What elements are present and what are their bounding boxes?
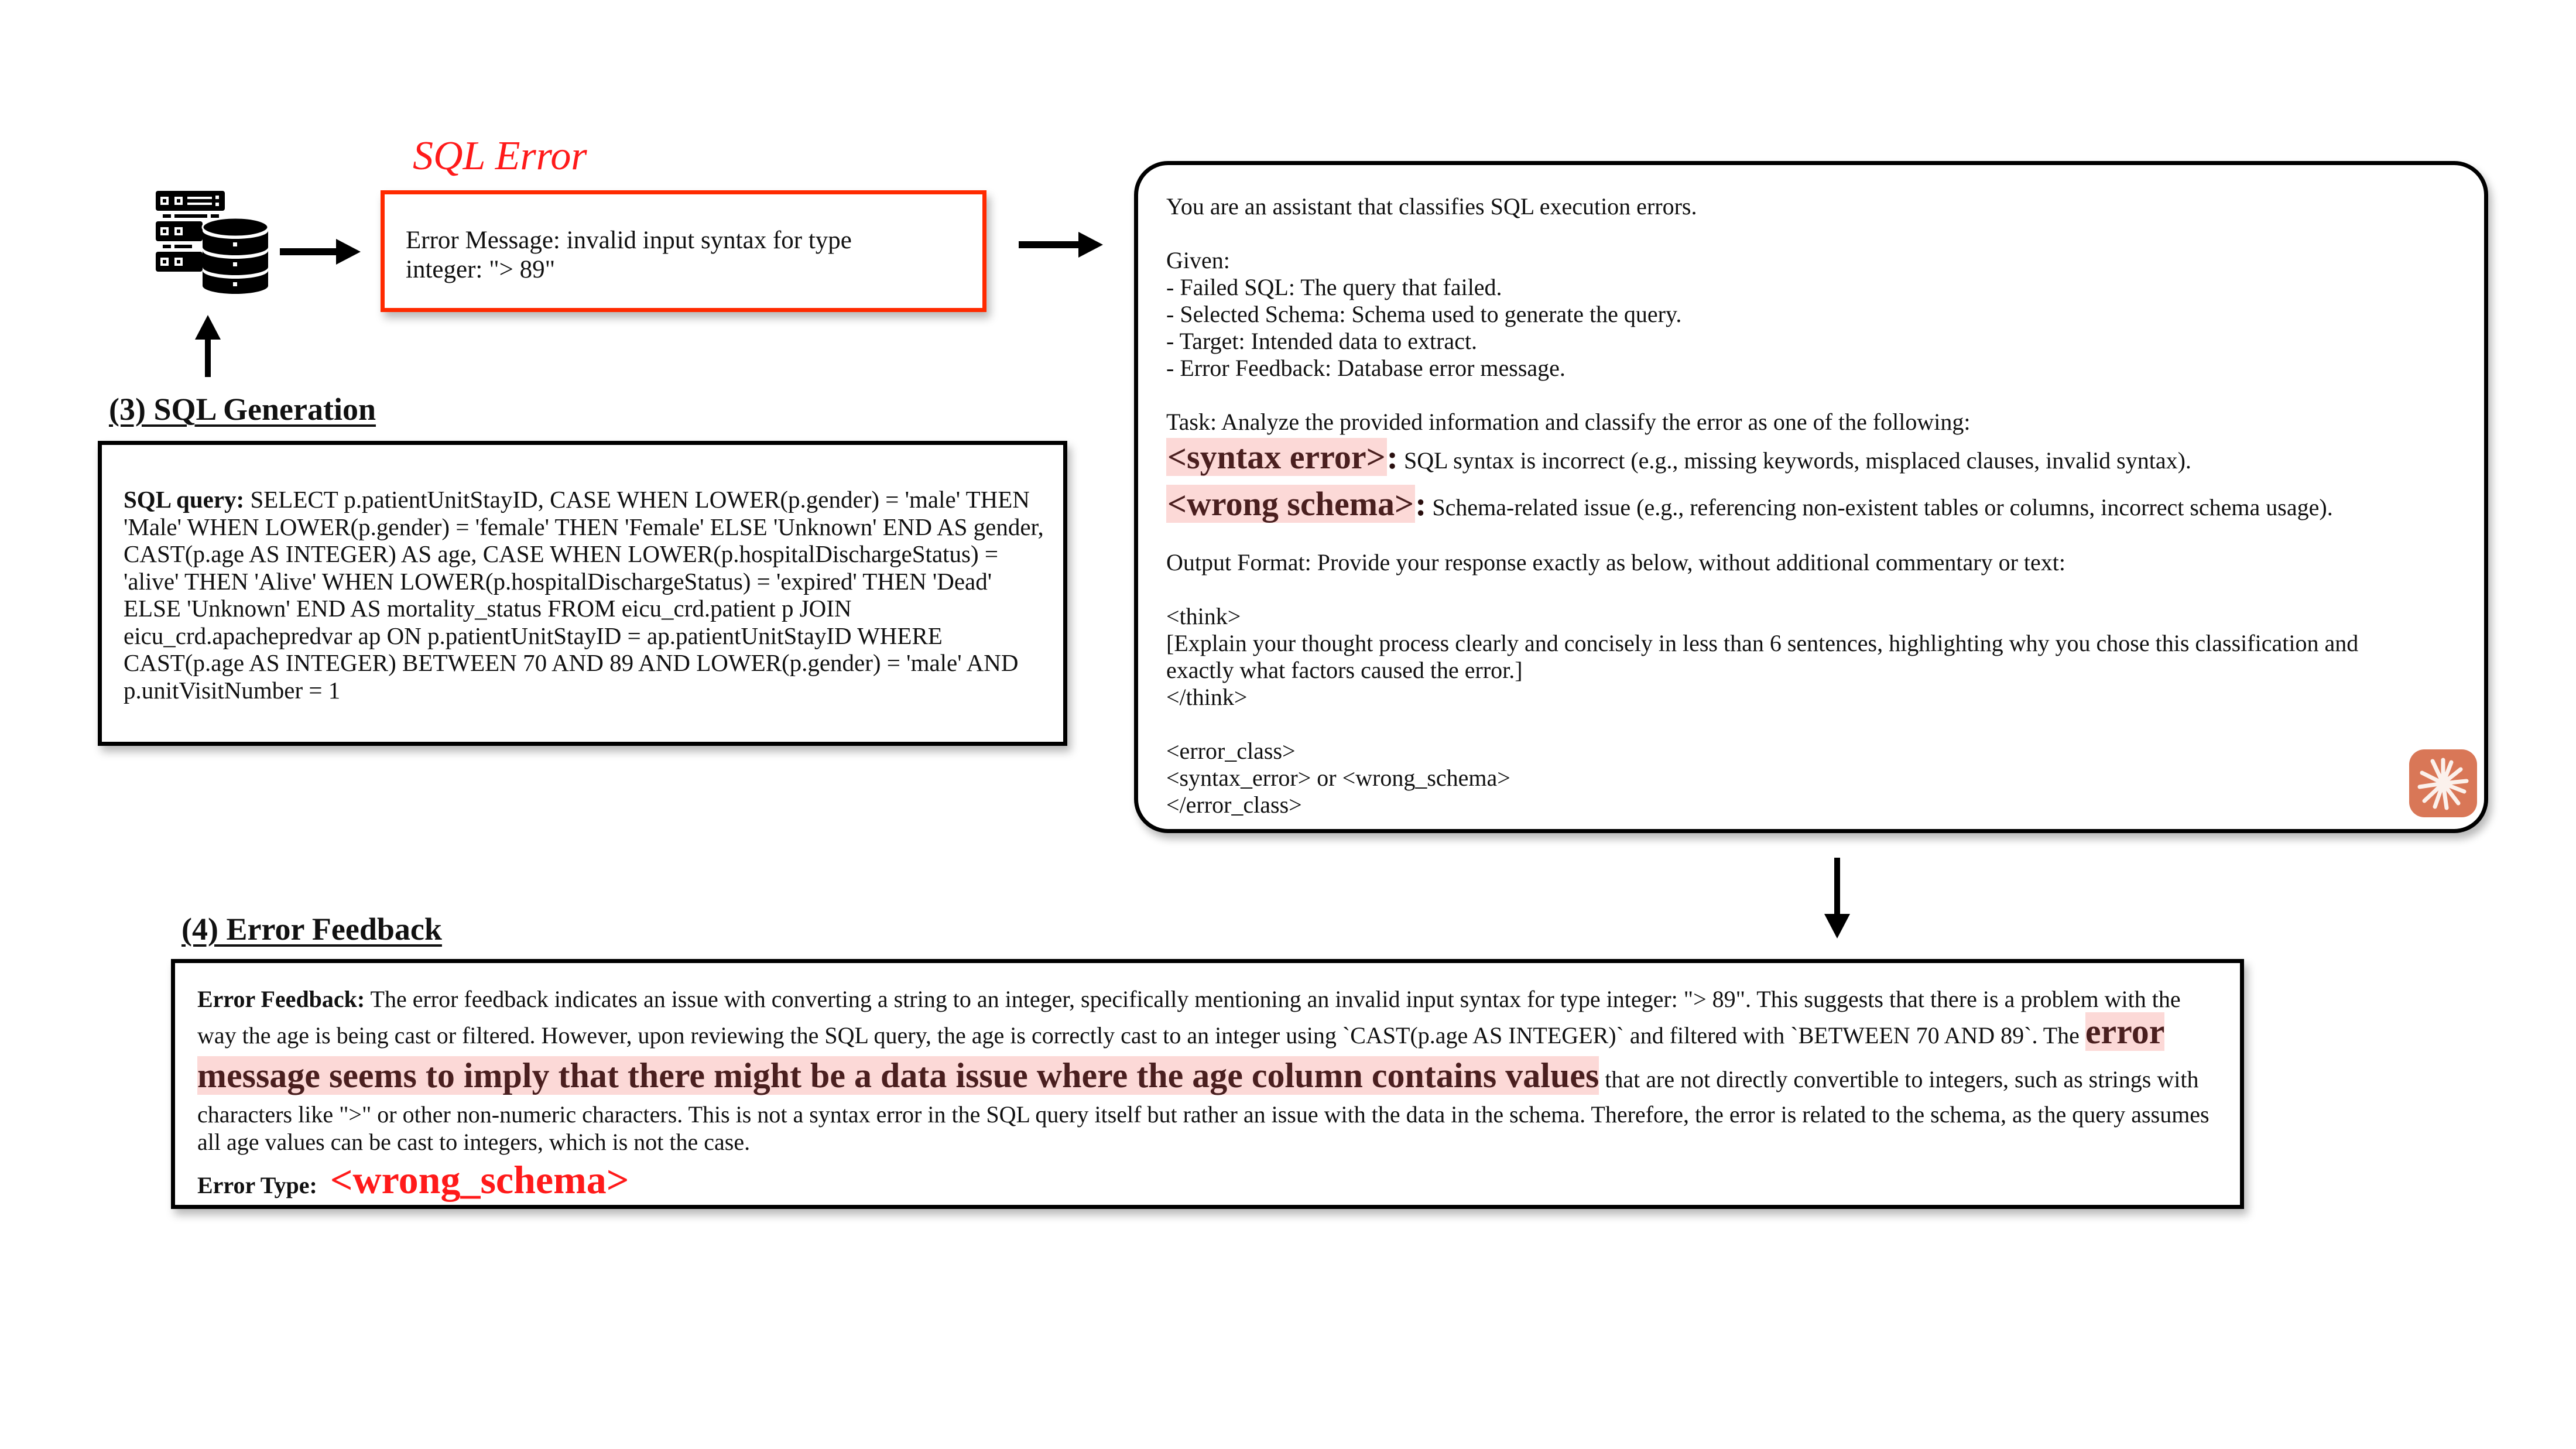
prompt-given-header: Given: xyxy=(1166,247,1230,273)
think-close-tag: </think> xyxy=(1166,684,1248,710)
arrow-error-to-prompt xyxy=(1019,241,1081,248)
sql-query-box xyxy=(98,441,1067,746)
feedback-paragraph xyxy=(197,985,2218,1156)
class-wrong-schema: <wrong schema>: Schema-related issue (e.g., referencing non-existent tables or columns, incorrect schema usage). xyxy=(1167,485,2333,523)
syntax-error-tag: <syntax error> xyxy=(1167,438,1386,476)
prompt-task: Task: Analyze the provided information and classify the error as one of the following: xyxy=(1166,409,1971,435)
classifier-prompt-box xyxy=(1134,161,2488,833)
think-body: [Explain your thought process clearly and concisely in less than 6 sentences, highlighting why you chose this classification and exactly what factors caused the error.] xyxy=(1166,630,2359,683)
prompt-given-item: - Failed SQL: The query that failed. xyxy=(1166,274,1502,300)
class-syntax-error: <syntax error>: SQL syntax is incorrect (e.g., missing keywords, misplaced clauses, invalid syntax). xyxy=(1167,438,2191,476)
prompt-given-item: - Selected Schema: Schema used to generate the query. xyxy=(1166,301,1682,327)
error-type-label: Error Type: xyxy=(197,1172,317,1198)
think-open-tag: <think> xyxy=(1166,603,1241,629)
prompt-given-item: - Error Feedback: Database error message. xyxy=(1166,355,1566,381)
prompt-given-item: - Target: Intended data to extract. xyxy=(1166,328,1478,354)
wrong-schema-description: Schema-related issue (e.g., referencing non-existent tables or columns, incorrect schema usage). xyxy=(1432,494,2333,520)
arrow-prompt-to-feedback xyxy=(1834,858,1840,915)
sql-error-box xyxy=(381,190,986,312)
arrow-sqlgen-to-db xyxy=(205,338,211,377)
error-class-open-tag: <error_class> xyxy=(1166,738,1296,764)
error-message-line-2: integer: "> 89" xyxy=(406,256,556,283)
sql-generation-label: (3) SQL Generation xyxy=(109,392,376,427)
error-feedback-label: (4) Error Feedback xyxy=(181,912,442,947)
error-message-line-1: Error Message: invalid input syntax for type xyxy=(406,227,852,254)
error-feedback-box xyxy=(171,959,2244,1209)
database-server-icon xyxy=(151,189,268,300)
prompt-output-format: Output Format: Provide your response exactly as below, without additional commentary or text: xyxy=(1166,549,2065,576)
feedback-highlight: error message seems to imply that there might be a data issue where the age column contains values xyxy=(197,1012,2165,1095)
error-type-row xyxy=(197,1157,2218,1202)
feedback-text-after: that are not directly convertible to integers, such as strings with characters like ">" or other non-numeric characters. This is not a syntax error in the SQL query itself but rather an issue with the data in the schema. Therefore, the error is related to the schema, as the query assumes all age values can be cast to integers, which is not the case. xyxy=(197,1066,2210,1155)
prompt-intro: You are an assistant that classifies SQL execution errors. xyxy=(1166,193,1697,220)
wrong-schema-tag: <wrong schema> xyxy=(1167,485,1414,523)
error-type-value: <wrong_schema> xyxy=(330,1157,629,1202)
feedback-text-before: The error feedback indicates an issue with converting a string to an integer, specifically mentioning an invalid input syntax for type integer: "> 89". This suggests that there is a problem with the way the age is being cast or filtered. However, upon reviewing the SQL query, the age is correctly cast to an integer using `CAST(p.age AS INTEGER)` and filtered with `BETWEEN 70 AND 89`. The xyxy=(197,986,2181,1049)
error-class-close-tag: </error_class> xyxy=(1166,792,1302,818)
error-class-body: <syntax_error> or <wrong_schema> xyxy=(1166,765,1510,791)
sql-error-title: SQL Error xyxy=(413,133,587,179)
arrow-db-to-error xyxy=(280,248,338,255)
sql-query-text: SELECT p.patientUnitStayID, CASE WHEN LOWER(p.gender) = 'male' THEN 'Male' WHEN LOWER(p.gender) = 'female' THEN 'Female' ELSE 'Unknown' END AS gender, CAST(p.age AS INTEGER) AS age, CASE WHEN LOWER(p.hospitalDischargeStatus) = 'alive' THEN 'Alive' WHEN LOWER(p.hospitalDischargeStatus) = 'expired' THEN 'Dead' ELSE 'Unknown' END AS mortality_status FROM eicu_crd.patient p JOIN eicu_crd.apachepredvar ap ON p.patientUnitStayID = ap.patientUnitStayID WHERE CAST(p.age AS INTEGER) BETWEEN 70 AND 89 AND LOWER(p.gender) = 'male' AND p.unitVisitNumber = 1 xyxy=(124,486,1044,704)
sql-query-label: SQL query: xyxy=(124,486,245,513)
sparkle-logo-icon xyxy=(2409,749,2477,817)
feedback-label: Error Feedback: xyxy=(197,986,365,1012)
syntax-error-description: SQL syntax is incorrect (e.g., missing keywords, misplaced clauses, invalid syntax). xyxy=(1404,447,2191,474)
